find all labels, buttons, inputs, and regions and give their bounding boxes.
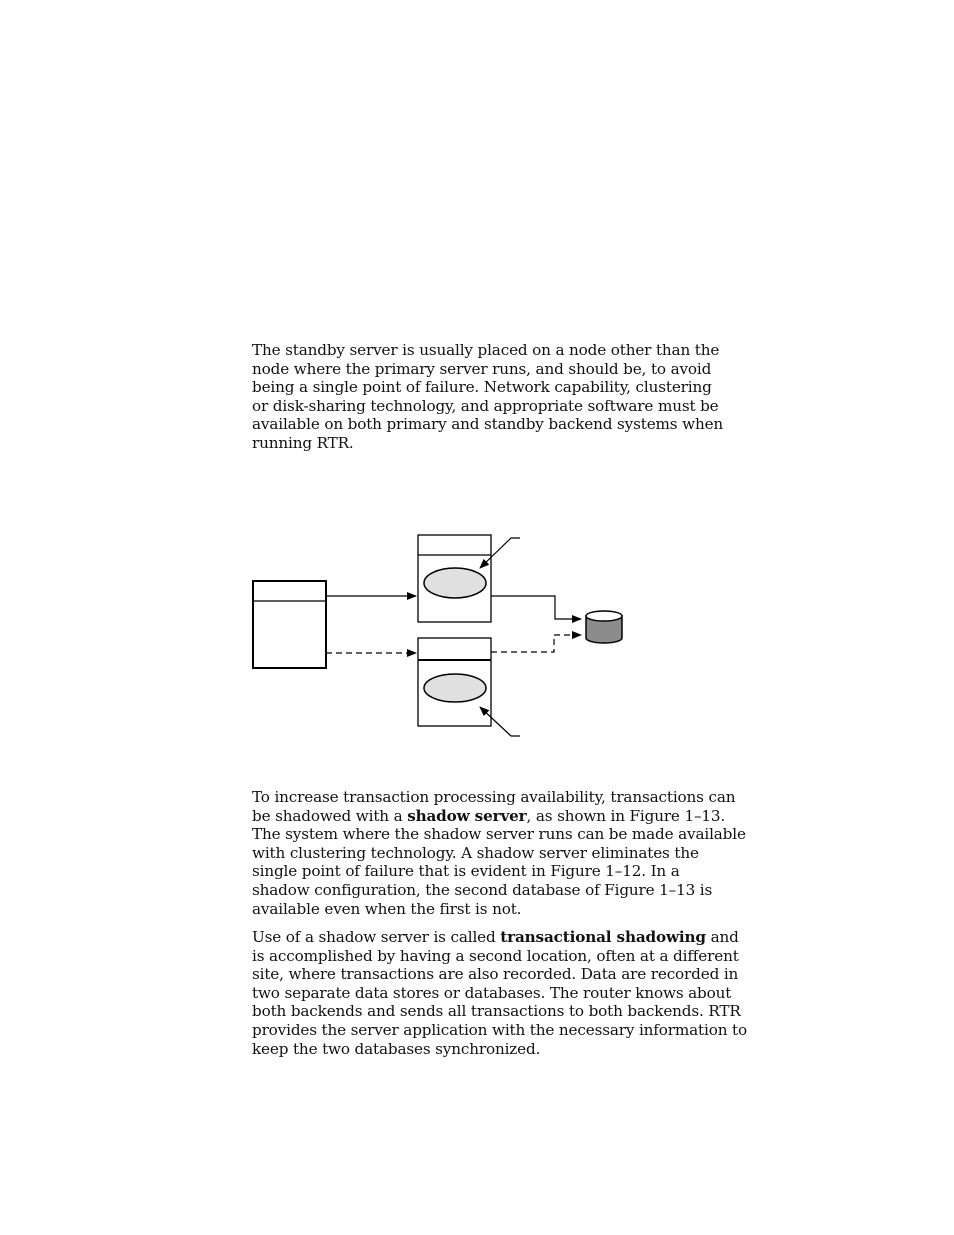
text-line: or disk-sharing technology, and appropriate software must be — [252, 396, 719, 415]
text-run: Use of a shadow server is called — [252, 928, 501, 946]
text-run: be shadowed with a — [252, 806, 408, 825]
text-line: shadow configuration, the second database of Figure 1–13 is — [252, 880, 713, 899]
text-line: with clustering technology. A shadow server eliminates the — [252, 843, 699, 862]
paragraph-transactional-shadowing — [252, 928, 747, 1058]
term-transactional-shadowing: transactional shadowing — [500, 928, 706, 946]
text-line: running RTR. — [252, 433, 354, 452]
text-line: available even when the first is not. — [252, 899, 522, 918]
primary-callout-leader — [480, 538, 520, 568]
text-line: keep the two databases synchronized. — [252, 1039, 541, 1058]
text-line: two separate data stores or databases. The router knows about — [252, 983, 732, 1002]
shadow-db-connector — [491, 635, 581, 652]
text-line: site, where transactions are also recorded. Data are recorded in — [252, 965, 739, 984]
text-line: being a single point of failure. Network capability, clustering — [252, 378, 712, 397]
frontend-node-box — [253, 581, 326, 668]
shadow-server-process — [424, 674, 486, 702]
text-line: both backends and sends all transactions to both backends. RTR — [252, 1002, 741, 1021]
text-line: available on both primary and standby backend systems when — [252, 415, 724, 434]
paragraph-shadow-server — [252, 788, 746, 918]
text-line — [252, 807, 734, 826]
text-line — [252, 928, 739, 947]
term-shadow-server: shadow server — [407, 806, 527, 825]
paragraph-standby-server — [252, 341, 734, 453]
database-cylinder-icon — [586, 611, 622, 643]
primary-db-connector — [491, 596, 581, 619]
shadow-backend-box — [418, 638, 491, 726]
text-line: The standby server is usually placed on a node other than the — [252, 341, 720, 359]
text-line: single point of failure that is evident in Figure 1–12. In a — [252, 862, 680, 881]
text-line: The system where the shadow server runs can be made available — [252, 825, 746, 844]
text-line: provides the server application with the necessary information to — [252, 1020, 747, 1039]
primary-backend-box — [418, 535, 491, 622]
text-run: and — [705, 928, 739, 946]
text-run: , as shown in Figure 1–13. — [526, 806, 726, 825]
text-line: To increase transaction processing availability, transactions can — [252, 788, 736, 806]
text-line: is accomplished by having a second location, often at a different — [252, 946, 739, 965]
shadow-callout-leader — [480, 707, 520, 736]
text-line: node where the primary server runs, and should be, to avoid — [252, 359, 712, 378]
primary-server-process — [424, 568, 486, 598]
